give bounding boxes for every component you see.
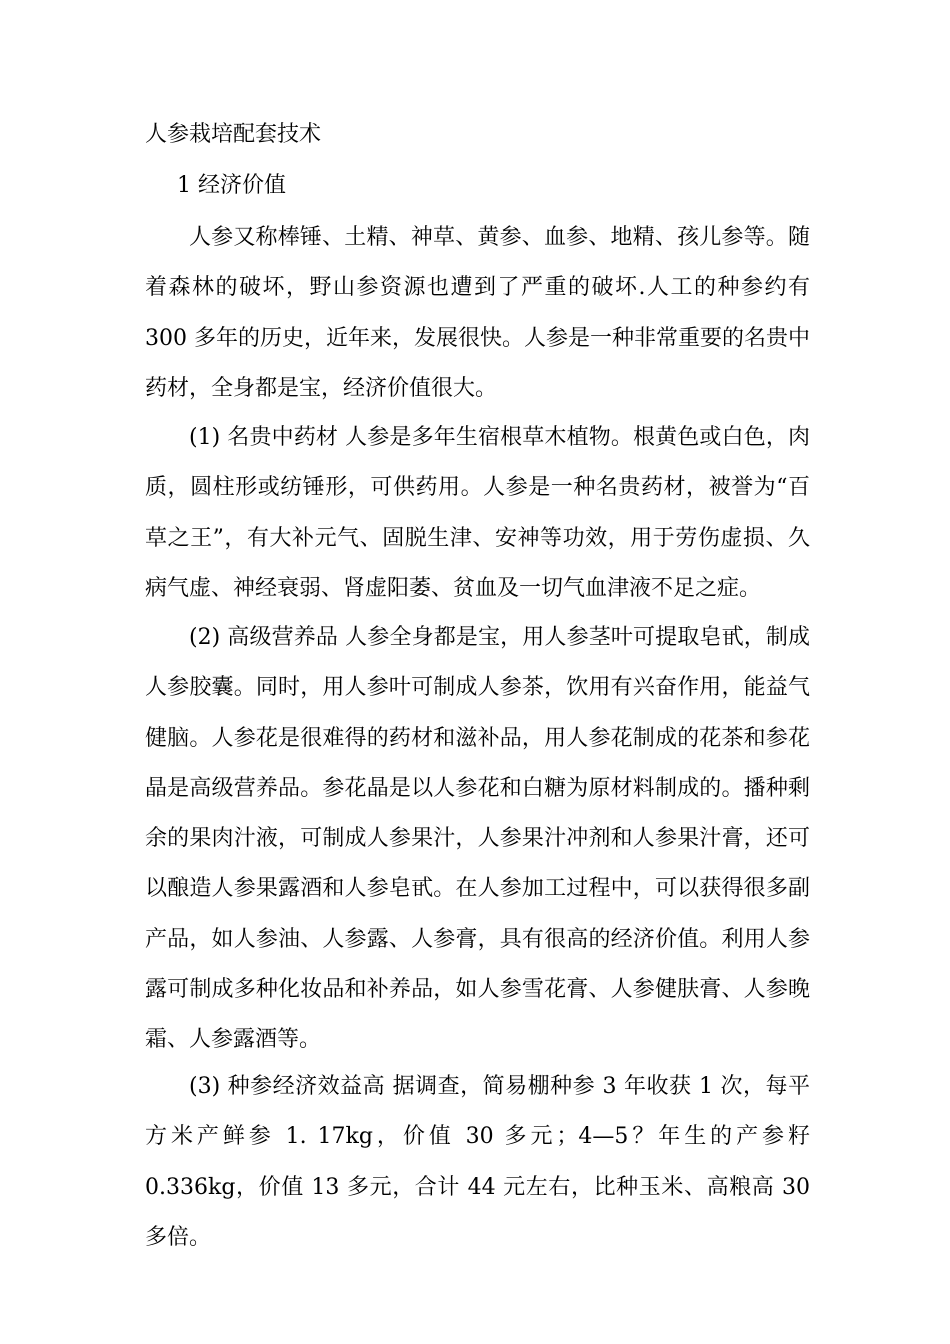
document-title: 人参栽培配套技术 [145,122,322,147]
paragraph-economic-benefit: (3) 种参经济效益高 据调查，简易棚种参 3 年收获 1 次，每平方米产鲜参 1. 17kg，价值 30 多元；4—5？年生的产参籽 0.336kg，价值 13 多元，合计 44 元左右，比种玉米、高粮高 30 多倍。 [145,1074,810,1250]
section-heading: 1 经济价值 [177,173,286,198]
paragraph-medicinal: (1) 名贵中药材 人参是多年生宿根草木植物。根黄色或白色，肉质，圆柱形或纺锤形，可供药用。人参是一种名贵药材，被誉为“百草之王”，有大补元气、固脱生津、安神等功效，用于劳伤虚损、久病气虚、神经衰弱、肾虚阳萎、贫血及一切气血津液不足之症。 [145,425,810,601]
paragraph-nutrition: (2) 高级营养品 人参全身都是宝，用人参茎叶可提取皂甙，制成人参胶囊。同时，用人参叶可制成人参茶，饮用有兴奋作用，能益气健脑。人参花是很难得的药材和滋补品，用人参花制成的花茶和参花晶是高级营养品。参花晶是以人参花和白糖为原材料制成的。播种剩余的果肉汁液，可制成人参果汁，人参果汁冲剂和人参果汁膏，还可以酿造人参果露酒和人参皂甙。在人参加工过程中，可以获得很多副产品，如人参油、人参露、人参膏，具有很高的经济价值。利用人参露可制成多种化妆品和补养品，如人参雪花膏、人参健肤膏、人参晚霜、人参露酒等。 [145,625,810,1053]
paragraph-intro: 人参又称棒锤、土精、神草、黄参、血参、地精、孩儿参等。随着森林的破坏，野山参资源也遭到了严重的破坏.人工的种参约有 300 多年的历史，近年来，发展很快。人参是一种非常重要的名贵中药材，全身都是宝，经济价值很大。 [145,225,810,401]
